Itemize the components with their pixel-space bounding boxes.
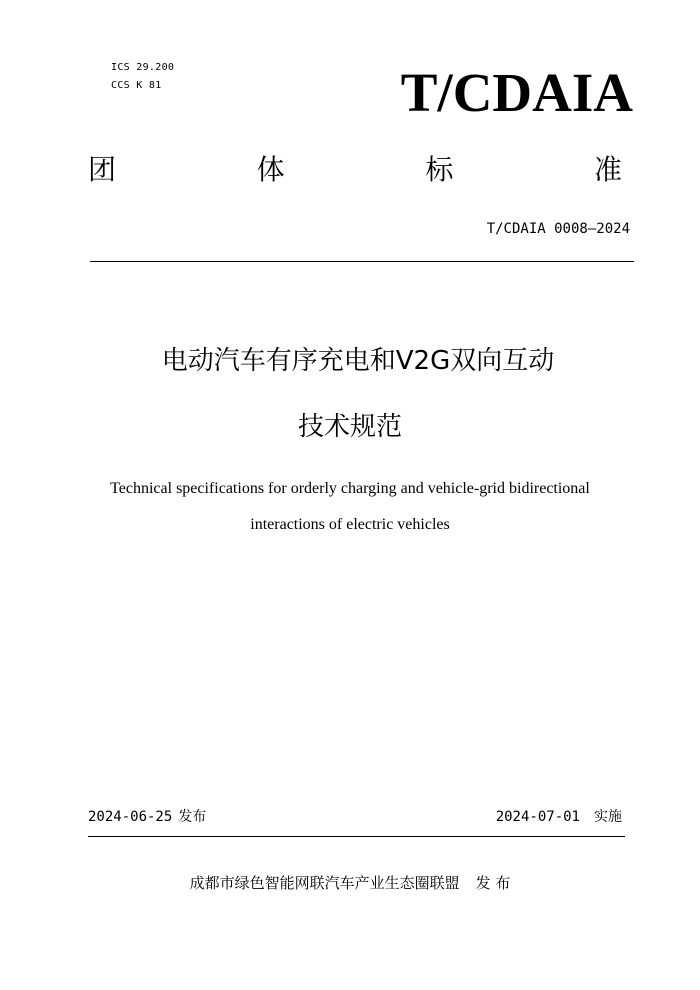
standard-type-char-3: 标 bbox=[425, 153, 454, 186]
implement-date: 2024-07-01 bbox=[495, 809, 580, 825]
standard-type-char-1: 团 bbox=[88, 153, 117, 186]
ics-code: ICS 29.200 bbox=[111, 62, 175, 73]
title-cn-line-1: 电动汽车有序充电和V2G双向互动 bbox=[161, 346, 555, 376]
standard-type-char-4: 准 bbox=[593, 153, 622, 186]
title-en-line-1: Technical specifications for orderly charging and vehicle-grid bidirectional bbox=[110, 480, 590, 497]
publisher-line bbox=[0, 873, 700, 893]
publish-label: 发布 bbox=[178, 809, 207, 825]
publisher-name: 成都市绿色智能网联汽车产业生态圈联盟 bbox=[189, 874, 460, 892]
standard-logo: T/CDAIA bbox=[400, 62, 633, 123]
bottom-divider bbox=[88, 836, 625, 837]
title-cn-line-2: 技术规范 bbox=[297, 412, 402, 442]
publisher-action: 发 布 bbox=[475, 874, 511, 892]
standard-type-heading bbox=[88, 152, 622, 188]
implement-label: 实施 bbox=[594, 809, 622, 825]
publish-date: 2024-06-25 bbox=[88, 809, 173, 825]
publish-date-block bbox=[88, 808, 206, 826]
top-divider bbox=[90, 261, 634, 262]
standard-number: T/CDAIA 0008—2024 bbox=[486, 221, 630, 237]
title-en-line-2: interactions of electric vehicles bbox=[250, 516, 450, 533]
implement-date-block bbox=[496, 808, 622, 826]
standard-type-char-2: 体 bbox=[256, 153, 285, 186]
ccs-code: CCS K 81 bbox=[111, 80, 162, 91]
